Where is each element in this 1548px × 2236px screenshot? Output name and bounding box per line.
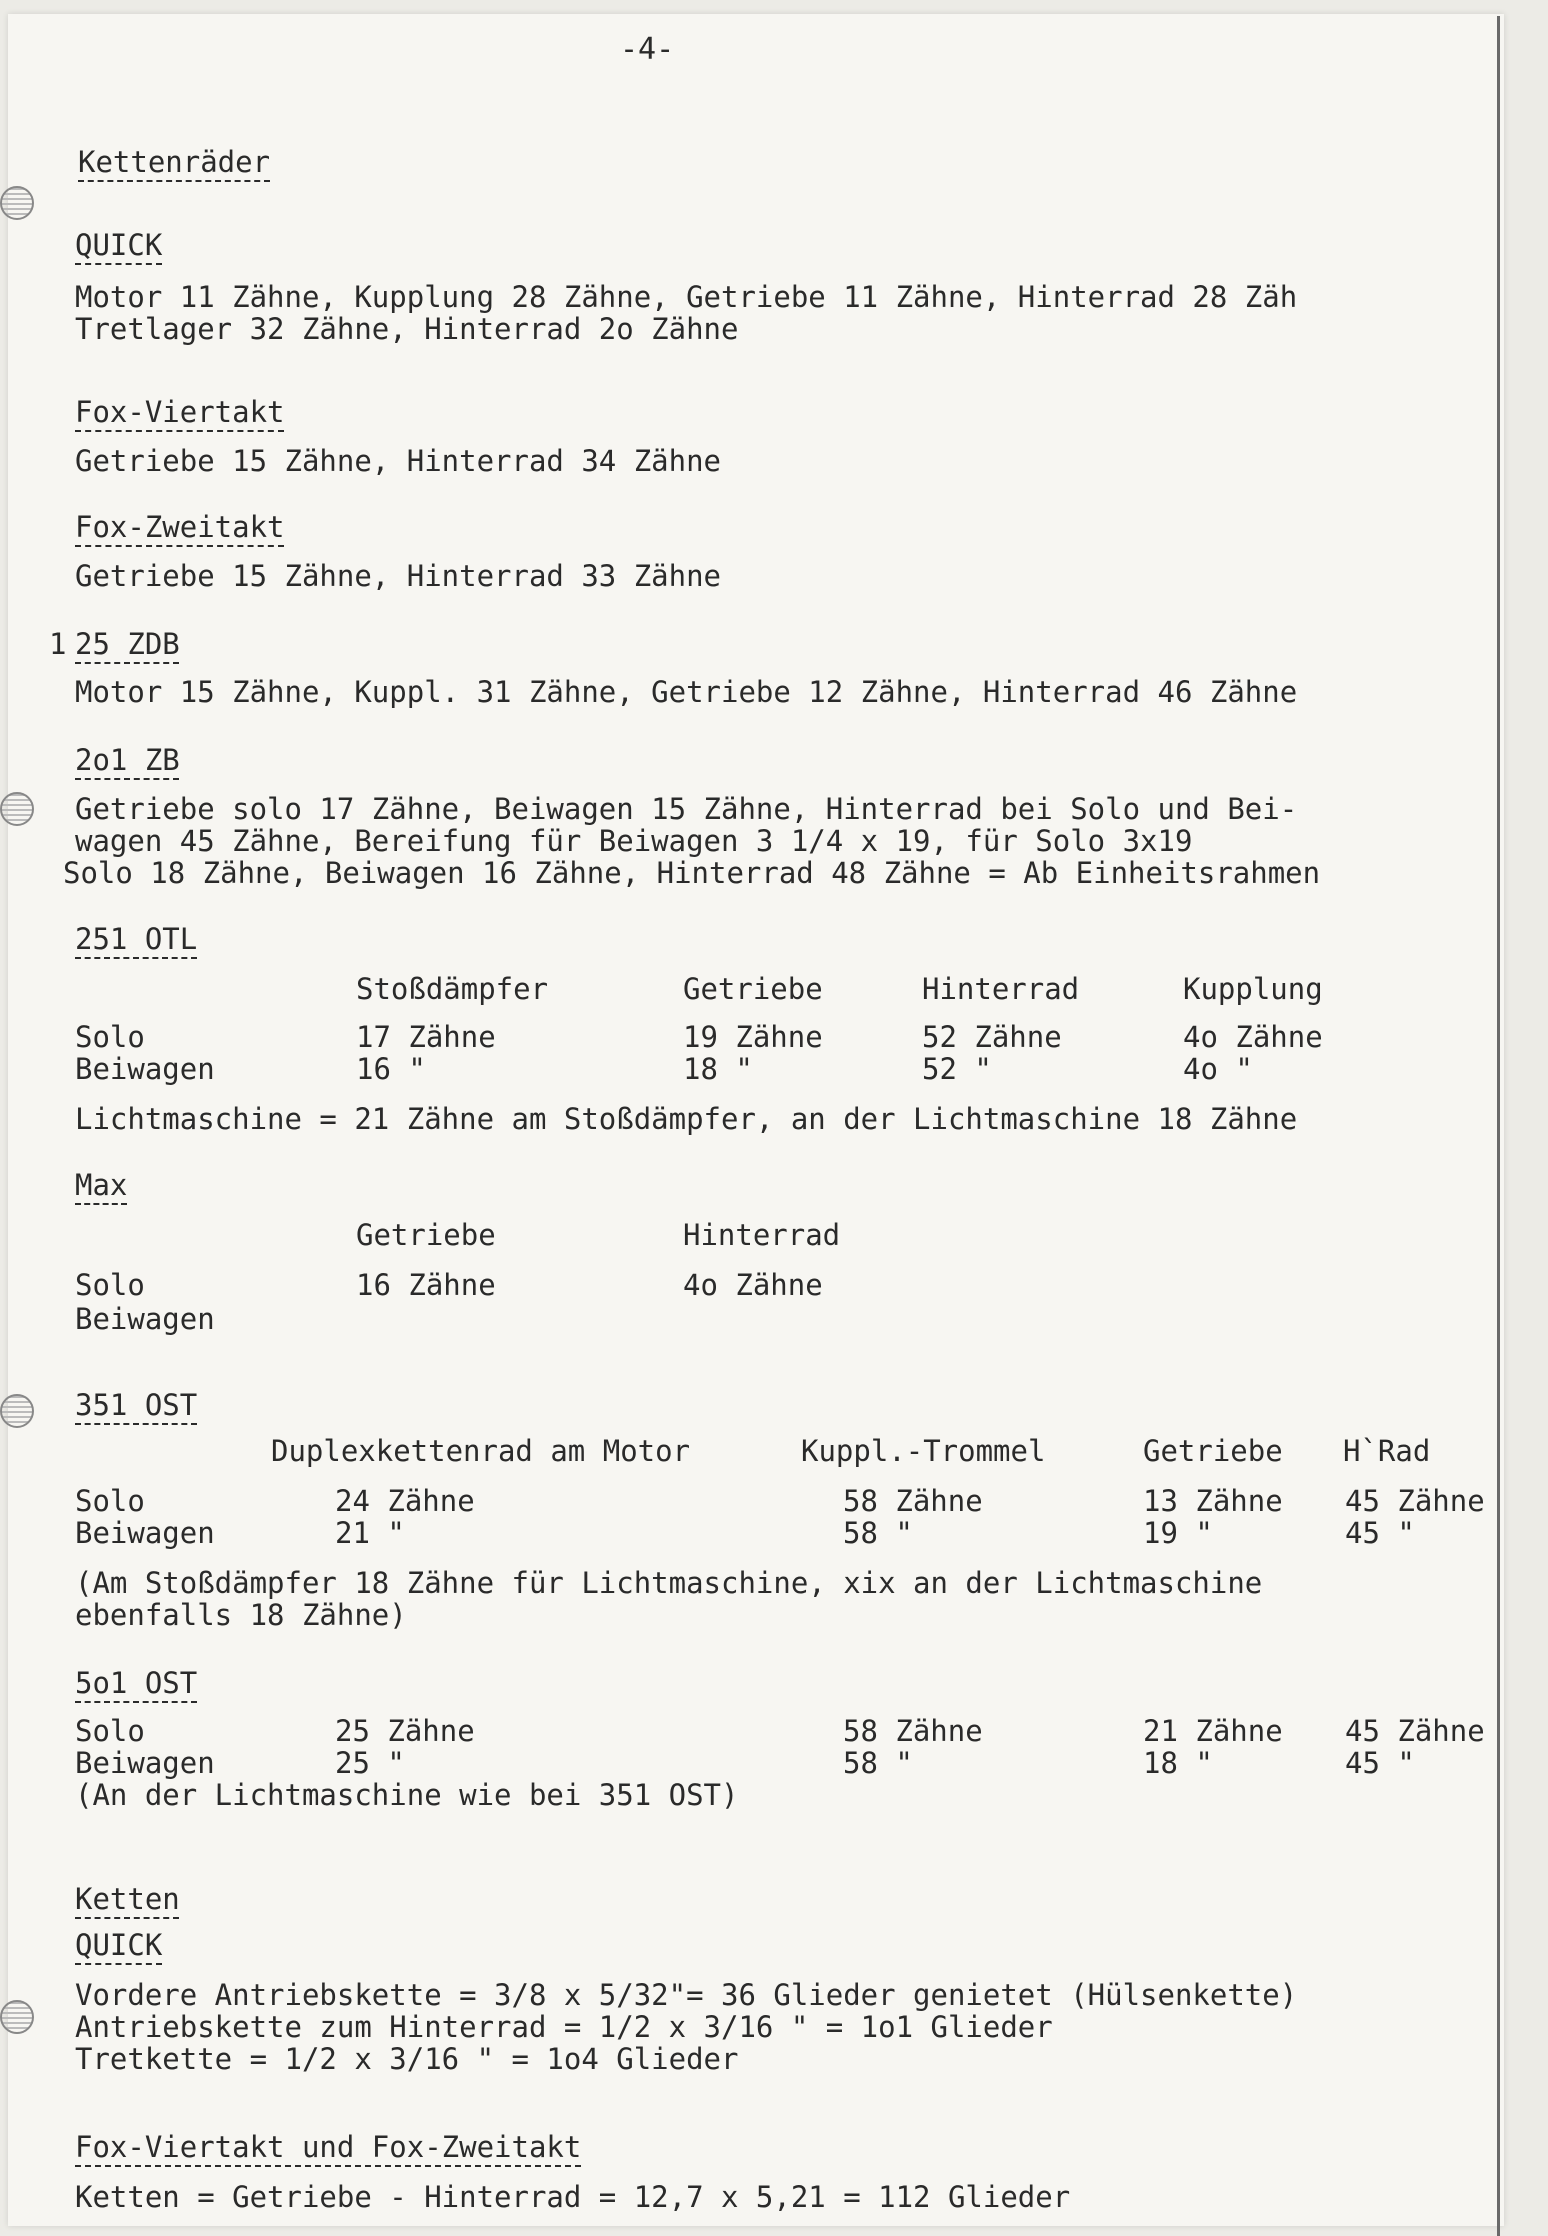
section-prefix: 1	[49, 627, 67, 661]
column-header: Hinterrad	[683, 1218, 841, 1252]
column-header: Getriebe	[356, 1218, 496, 1252]
text-line: Tretlager 32 Zähne, Hinterrad 2o Zähne	[75, 312, 739, 346]
table-cell: 16 Zähne	[356, 1268, 496, 1302]
section-heading-fox-viertakt: Fox-Viertakt	[75, 395, 285, 429]
table-cell: 45 Zähne	[1345, 1484, 1485, 1518]
text-line: Ketten = Getriebe - Hinterrad = 12,7 x 5,21 = 112 Glieder	[75, 2180, 1071, 2214]
table-cell: 52 Zähne	[922, 1020, 1062, 1054]
table-cell: 16 "	[356, 1052, 426, 1086]
table-cell: 21 Zähne	[1143, 1714, 1283, 1748]
text-line: wagen 45 Zähne, Bereifung für Beiwagen 3 1/4 x 19, für Solo 3x19	[75, 824, 1193, 858]
row-label: Solo	[75, 1268, 145, 1302]
section-heading-251-otl: 251 OTL	[75, 922, 198, 956]
row-label: Beiwagen	[75, 1516, 215, 1550]
row-label: Beiwagen	[75, 1746, 215, 1780]
table-cell: 17 Zähne	[356, 1020, 496, 1054]
column-header: H`Rad	[1343, 1434, 1431, 1468]
table-cell: 45 Zähne	[1345, 1714, 1485, 1748]
table-cell: 58 "	[843, 1516, 913, 1550]
table-cell: 58 Zähne	[843, 1484, 983, 1518]
table-cell: 21 "	[335, 1516, 405, 1550]
column-header: Getriebe	[1143, 1434, 1283, 1468]
table-cell: 13 Zähne	[1143, 1484, 1283, 1518]
subsection-heading-quick: QUICK	[75, 1928, 163, 1962]
text-line: Antriebskette zum Hinterrad = 1/2 x 3/16 " = 1o1 Glieder	[75, 2010, 1053, 2044]
text-line: Motor 11 Zähne, Kupplung 28 Zähne, Getriebe 11 Zähne, Hinterrad 28 Zäh	[75, 280, 1298, 314]
section-heading-max: Max	[75, 1168, 128, 1202]
column-header: Stoßdämpfer	[356, 972, 549, 1006]
row-label: Beiwagen	[75, 1302, 215, 1336]
column-header: Duplexkettenrad am Motor	[271, 1434, 691, 1468]
column-header: Kupplung	[1183, 972, 1323, 1006]
column-header: Hinterrad	[922, 972, 1080, 1006]
table-cell: 58 "	[843, 1746, 913, 1780]
section-heading-ketten: Ketten	[75, 1882, 180, 1916]
page-number: -4-	[620, 32, 675, 67]
text-line: (An der Lichtmaschine wie bei 351 OST)	[75, 1778, 739, 1812]
punch-hole-icon	[0, 186, 34, 220]
row-label: Solo	[75, 1484, 145, 1518]
table-cell: 24 Zähne	[335, 1484, 475, 1518]
table-cell: 45 "	[1345, 1516, 1415, 1550]
section-heading-201-zb: 2o1 ZB	[75, 743, 180, 777]
text-line: Motor 15 Zähne, Kuppl. 31 Zähne, Getriebe 12 Zähne, Hinterrad 46 Zähne	[75, 675, 1298, 709]
text-line: Getriebe 15 Zähne, Hinterrad 34 Zähne	[75, 444, 722, 478]
row-label: Beiwagen	[75, 1052, 215, 1086]
section-heading-501-ost: 5o1 OST	[75, 1666, 198, 1700]
section-heading-fox-ketten: Fox-Viertakt und Fox-Zweitakt	[75, 2130, 582, 2164]
column-header: Getriebe	[683, 972, 823, 1006]
table-cell: 52 "	[922, 1052, 992, 1086]
punch-hole-icon	[0, 792, 34, 826]
table-cell: 19 Zähne	[683, 1020, 823, 1054]
page-title: Kettenräder	[78, 145, 271, 179]
row-label: Solo	[75, 1714, 145, 1748]
text-line: Getriebe 15 Zähne, Hinterrad 33 Zähne	[75, 559, 722, 593]
table-cell: 4o Zähne	[683, 1268, 823, 1302]
table-cell: 18 "	[683, 1052, 753, 1086]
text-line: Getriebe solo 17 Zähne, Beiwagen 15 Zähne, Hinterrad bei Solo und Bei-	[75, 792, 1298, 826]
page-edge	[1497, 16, 1500, 2236]
table-cell: 18 "	[1143, 1746, 1213, 1780]
table-cell: 4o Zähne	[1183, 1020, 1323, 1054]
section-heading-351-ost: 351 OST	[75, 1388, 198, 1422]
punch-hole-icon	[0, 2000, 34, 2034]
table-cell: 4o "	[1183, 1052, 1253, 1086]
table-cell: 25 "	[335, 1746, 405, 1780]
table-cell: 25 Zähne	[335, 1714, 475, 1748]
text-line: Solo 18 Zähne, Beiwagen 16 Zähne, Hinterrad 48 Zähne = Ab Einheitsrahmen	[63, 856, 1321, 890]
punch-hole-icon	[0, 1394, 34, 1428]
table-cell: 58 Zähne	[843, 1714, 983, 1748]
section-heading-fox-zweitakt: Fox-Zweitakt	[75, 510, 285, 544]
text-line: (Am Stoßdämpfer 18 Zähne für Lichtmaschine, xix an der Lichtmaschine	[75, 1566, 1263, 1600]
row-label: Solo	[75, 1020, 145, 1054]
section-heading-quick: QUICK	[75, 228, 163, 262]
column-header: Kuppl.-Trommel	[801, 1434, 1046, 1468]
table-cell: 45 "	[1345, 1746, 1415, 1780]
text-line: ebenfalls 18 Zähne)	[75, 1598, 407, 1632]
section-heading-125-zdb: 25 ZDB	[75, 627, 180, 661]
text-line: Tretkette = 1/2 x 3/16 " = 1o4 Glieder	[75, 2042, 739, 2076]
text-line: Vordere Antriebskette = 3/8 x 5/32"= 36 Glieder genietet (Hülsenkette)	[75, 1978, 1298, 2012]
text-line: Lichtmaschine = 21 Zähne am Stoßdämpfer, an der Lichtmaschine 18 Zähne	[75, 1102, 1298, 1136]
table-cell: 19 "	[1143, 1516, 1213, 1550]
